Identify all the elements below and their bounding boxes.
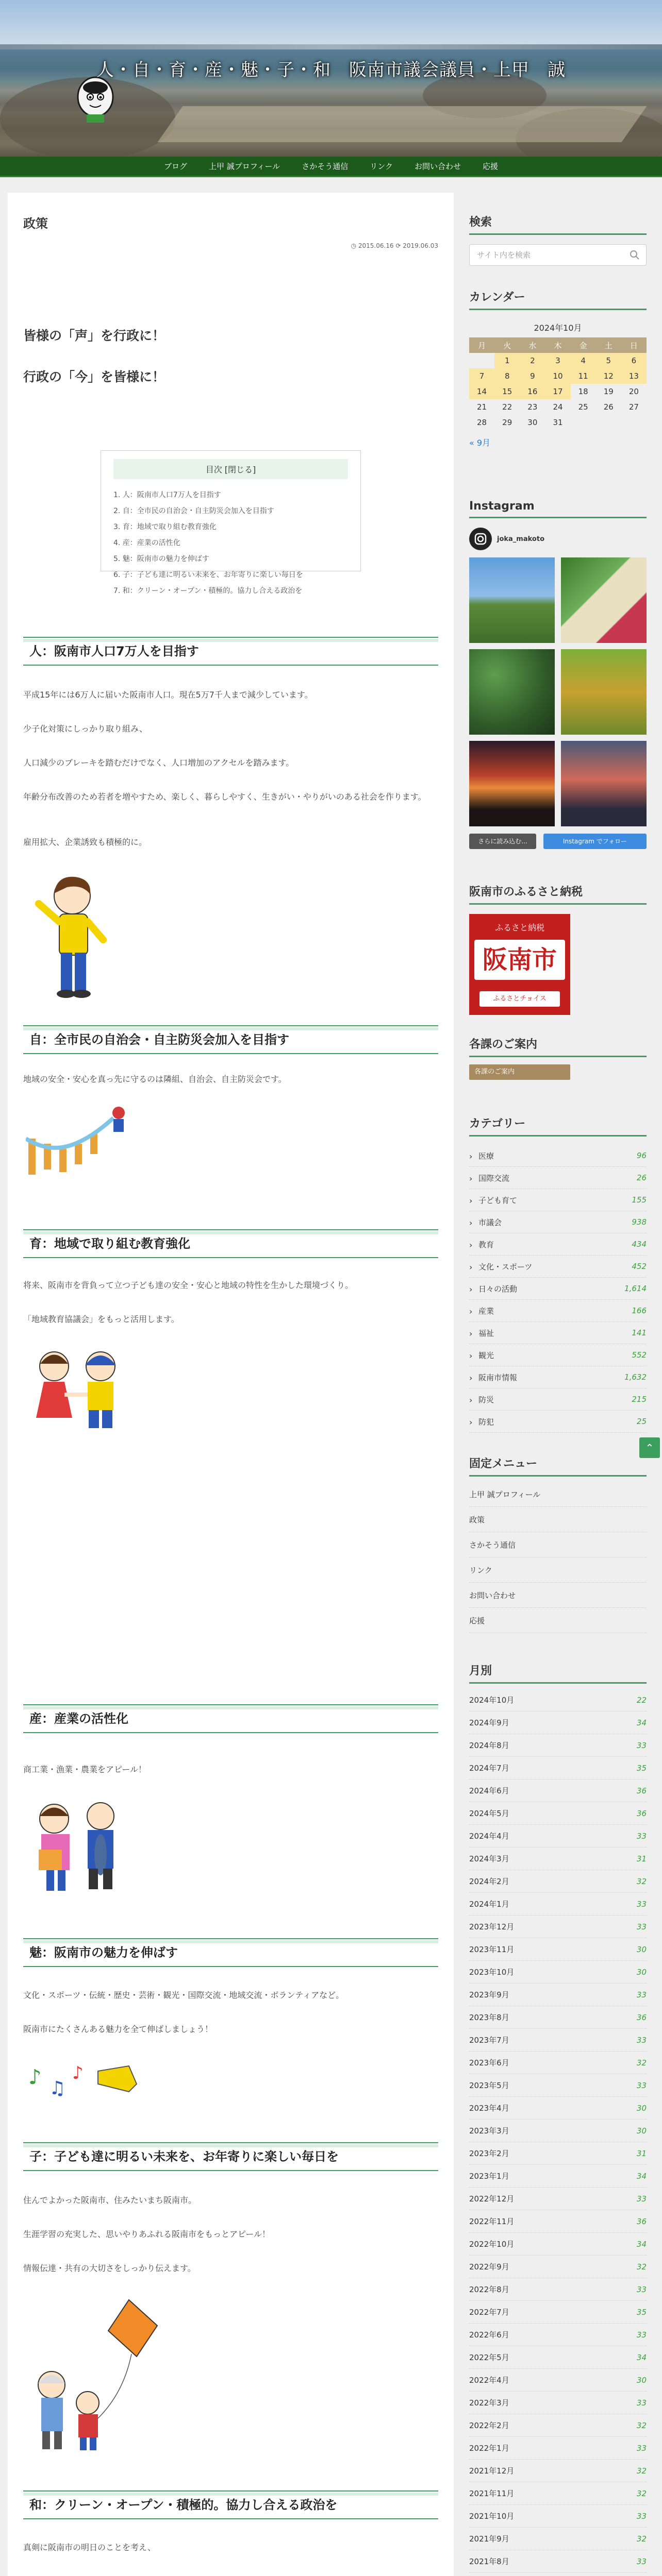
archive-item[interactable]: [469, 2550, 647, 2573]
scroll-to-top-button[interactable]: [639, 1437, 660, 1458]
instagram-photo[interactable]: [469, 741, 555, 826]
archive-month: 2024年2月: [469, 1877, 509, 1886]
widget-title: 固定メニュー: [469, 1455, 647, 1477]
toc-item[interactable]: 1. 人：阪南市人口7万人を目指す: [113, 491, 221, 499]
archive-count: 33: [636, 2330, 647, 2340]
archive-month: 2024年6月: [469, 1786, 509, 1795]
archive-month: 2024年4月: [469, 1832, 509, 1841]
toc-item[interactable]: 5. 魅：阪南市の魅力を伸ばす: [113, 555, 209, 563]
section-heading: 育：地域で取り組む教育強化: [23, 1229, 438, 1258]
search-widget: [469, 213, 647, 266]
category-count: 25: [636, 1417, 647, 1426]
archive-month: 2023年2月: [469, 2149, 509, 2158]
chevron-right-icon: ›: [469, 1151, 473, 1161]
archive-month: 2021年11月: [469, 2489, 515, 2498]
archive-count: 33: [636, 2080, 647, 2090]
archive-month: 2022年3月: [469, 2398, 509, 2408]
archive-count: 32: [636, 2420, 647, 2430]
archive-count: 33: [636, 2194, 647, 2204]
category-item[interactable]: [469, 1388, 647, 1411]
archive-month: 2023年11月: [469, 1945, 515, 1954]
archive-item[interactable]: [469, 2278, 647, 2301]
archive-month: 2022年10月: [469, 2240, 515, 2249]
instagram-username[interactable]: joka_makoto: [497, 535, 544, 543]
nav-item-contact[interactable]: お問い合わせ: [414, 162, 461, 171]
archive-month: 2021年10月: [469, 2512, 515, 2521]
archive-count: 33: [636, 1899, 647, 1909]
category-count: 434: [632, 1240, 647, 1249]
archive-item[interactable]: [469, 1757, 647, 1780]
archive-item[interactable]: [469, 2414, 647, 2437]
category-count: 1,614: [624, 1284, 647, 1293]
instagram-photo[interactable]: [469, 649, 555, 735]
chevron-right-icon: ›: [469, 1351, 473, 1361]
archive-count: 30: [636, 2103, 647, 2113]
nav-item-sakasou[interactable]: さかそう通信: [302, 162, 349, 171]
archive-count: 31: [636, 1854, 647, 1863]
archive-count: 31: [636, 2148, 647, 2158]
nav-item-profile[interactable]: 上甲 誠プロフィール: [208, 162, 280, 171]
clock-icon: ◷: [351, 242, 358, 249]
archive-item[interactable]: [469, 1938, 647, 1961]
menu-item-support[interactable]: 応援: [469, 1608, 647, 1633]
widget-title: カテゴリー: [469, 1115, 647, 1137]
widget-title: 検索: [469, 213, 647, 235]
category-name: 阪南市情報: [478, 1372, 518, 1382]
cooperation-illustration: [26, 1103, 134, 1180]
section-heading: 産：産業の活性化: [23, 1704, 438, 1733]
archive-count: 30: [636, 2375, 647, 2385]
archive-count: 32: [636, 2058, 647, 2067]
archive-count: 34: [636, 2352, 647, 2362]
paragraph: 将来、阪南市を背負って立つ子ども達の安全・安心と地域の特性を生かした環境づくり。: [23, 1280, 354, 1290]
archive-month: 2024年8月: [469, 1741, 509, 1750]
archive-count: 32: [636, 2262, 647, 2272]
post-dates: [351, 242, 438, 249]
furusato-city: 阪南市: [474, 940, 565, 980]
chevron-right-icon: ›: [469, 1373, 473, 1383]
category-item[interactable]: [469, 1211, 647, 1233]
music-illustration: [26, 2056, 144, 2102]
lead-now: 行政の「今」を皆様に！: [23, 369, 166, 384]
archive-month: 2023年1月: [469, 2172, 509, 2181]
archive-item[interactable]: [469, 2120, 647, 2142]
category-item[interactable]: [469, 1233, 647, 1256]
nav-item-blog[interactable]: ブログ: [163, 162, 187, 171]
site-title[interactable]: 人・自・育・産・魅・子・和 阪南市議会議員・上甲 誠: [96, 60, 566, 80]
category-count: 166: [632, 1306, 647, 1315]
furusato-top-text: ふるさと納税: [494, 923, 544, 933]
instagram-icon[interactable]: [469, 528, 492, 550]
chevron-right-icon: ›: [469, 1240, 473, 1250]
category-item[interactable]: [469, 1300, 647, 1322]
search-input[interactable]: サイト内を検索: [469, 244, 647, 266]
instagram-photo[interactable]: [561, 557, 647, 643]
archive-count: 30: [636, 2126, 647, 2136]
instagram-photo[interactable]: [469, 557, 555, 643]
archive-item[interactable]: [469, 2369, 647, 2392]
chevron-right-icon: ›: [469, 1196, 473, 1206]
archive-month: 2022年5月: [469, 2353, 509, 2362]
archive-count: 36: [636, 1786, 647, 1795]
archive-item[interactable]: [469, 2528, 647, 2550]
widget-title: Instagram: [469, 500, 647, 518]
archive-item[interactable]: [469, 2301, 647, 2324]
archive-count: 33: [636, 2511, 647, 2521]
archive-month: 2024年9月: [469, 1718, 509, 1727]
section-heading: 魅：阪南市の魅力を伸ばす: [23, 1938, 438, 1967]
nav-item-link[interactable]: リンク: [370, 162, 393, 171]
instagram-photo[interactable]: [561, 741, 647, 826]
fixed-menu-widget: [469, 1455, 647, 1633]
toc-item[interactable]: 4. 産：産業の活性化: [113, 539, 180, 547]
archive-month: 2023年8月: [469, 2013, 509, 2022]
archive-count: 32: [636, 2488, 647, 2498]
search-icon[interactable]: [630, 250, 640, 260]
widget-title: 各課のご案内: [469, 1036, 647, 1057]
chevron-right-icon: ›: [469, 1262, 473, 1272]
section-heading: 人：阪南市人口7万人を目指す: [23, 637, 438, 666]
archive-item[interactable]: [469, 1802, 647, 1825]
category-item[interactable]: [469, 1167, 647, 1189]
archive-item[interactable]: [469, 1893, 647, 1916]
archive-month: 2023年5月: [469, 2081, 509, 2090]
instagram-follow-button[interactable]: Instagram でフォロー: [543, 834, 647, 849]
archive-item[interactable]: [469, 2346, 647, 2369]
paragraph: 「地域教育協議会」をもっと活用します。: [23, 1314, 179, 1324]
archive-item[interactable]: [469, 1870, 647, 1893]
archive-item[interactable]: [469, 1916, 647, 1938]
menu-item-profile[interactable]: 上甲 誠プロフィール: [469, 1482, 647, 1507]
archive-month: 2022年6月: [469, 2330, 509, 2340]
paragraph: 情報伝達・共有の大切さをしっかり伝えます。: [23, 2263, 196, 2273]
archive-item[interactable]: [469, 1780, 647, 1802]
archive-count: 33: [636, 2556, 647, 2566]
archive-item[interactable]: [469, 2256, 647, 2278]
section-heading: 子：子ども達に明るい未来を、お年寄りに楽しい毎日を: [23, 2142, 438, 2171]
archive-item[interactable]: [469, 2460, 647, 2482]
archive-month: 2022年8月: [469, 2285, 509, 2294]
archive-count: 33: [636, 1740, 647, 1750]
category-count: 452: [632, 1262, 647, 1271]
archive-month: 2021年9月: [469, 2534, 509, 2544]
svg-text:♫: ♫: [49, 2078, 66, 2099]
category-count: 26: [636, 1173, 647, 1182]
widget-title: カレンダー: [469, 289, 647, 310]
furusato-widget: [469, 883, 647, 1015]
paragraph: 真剣に阪南市の明日のことを考え、: [23, 2543, 156, 2552]
guide-widget: [469, 1036, 647, 1080]
lead-voice: 皆様の「声」を行政に！: [23, 328, 166, 343]
category-name: 医療: [478, 1151, 494, 1161]
archive-item[interactable]: [469, 2505, 647, 2528]
site-header: [0, 0, 662, 157]
archive-count: 33: [636, 2398, 647, 2408]
article: [8, 193, 454, 2576]
archive-item[interactable]: [469, 2142, 647, 2165]
category-count: 938: [632, 1217, 647, 1227]
published-date: 2015.06.16: [358, 242, 394, 249]
archive-widget: [469, 1662, 647, 2576]
archive-item[interactable]: [469, 1848, 647, 1870]
archive-item[interactable]: [469, 1961, 647, 1984]
category-item[interactable]: [469, 1278, 647, 1300]
widget-title: 月別: [469, 1662, 647, 1684]
archive-month: 2024年7月: [469, 1764, 509, 1773]
category-item[interactable]: [469, 1256, 647, 1278]
archive-count: 34: [636, 2239, 647, 2249]
category-name: 福祉: [478, 1328, 494, 1338]
archive-item[interactable]: [469, 2188, 647, 2210]
archive-count: 35: [636, 1763, 647, 1773]
archive-item[interactable]: [469, 1711, 647, 1734]
category-count: 1,632: [624, 1372, 647, 1382]
archive-item[interactable]: [469, 2074, 647, 2097]
header-horizon: [0, 44, 662, 49]
archive-count: 34: [636, 2171, 647, 2181]
archive-month: 2024年5月: [469, 1809, 509, 1818]
furusato-banner[interactable]: [469, 914, 570, 1015]
svg-text:♪: ♪: [28, 2065, 42, 2089]
category-name: 市議会: [478, 1217, 502, 1227]
paragraph: 地域の安全・安心を真っ先に守るのは隣組、自治会、自主防災会です。: [23, 1074, 287, 1084]
widget-title: 阪南市のふるさと納税: [469, 883, 647, 905]
nav-item-support[interactable]: 応援: [483, 162, 499, 171]
calendar-widget: [469, 289, 647, 448]
archive-count: 33: [636, 2284, 647, 2294]
menu-item-link[interactable]: リンク: [469, 1557, 647, 1583]
svg-text:♪: ♪: [72, 2063, 84, 2083]
archive-count: 33: [636, 1990, 647, 1999]
instagram-grid: [469, 557, 647, 826]
paragraph: 年齢分布改善のため若者を増やすため、楽しく、暮らしやすく、生きがい・やりがいのある社会を作ります。: [23, 792, 426, 802]
menu-item-sakasou[interactable]: さかそう通信: [469, 1532, 647, 1557]
children-illustration: [26, 1346, 129, 1433]
archive-item[interactable]: [469, 1734, 647, 1757]
archive-month: 2023年7月: [469, 2036, 509, 2045]
archive-item[interactable]: [469, 1984, 647, 2006]
paragraph: 阪南市にたくさんある魅力を全て伸ばしましょう！: [23, 2024, 213, 2034]
paragraph: [23, 2574, 438, 2576]
chevron-right-icon: ›: [469, 1284, 473, 1294]
archive-item[interactable]: [469, 2029, 647, 2052]
archive-item[interactable]: [469, 2482, 647, 2505]
archive-count: 30: [636, 1967, 647, 1977]
archive-month: 2022年12月: [469, 2194, 515, 2204]
category-count: 141: [632, 1328, 647, 1337]
archive-item[interactable]: [469, 2233, 647, 2256]
chevron-up-icon: ⌃: [645, 1442, 654, 1454]
category-count: 215: [632, 1395, 647, 1404]
archive-month: 2023年9月: [469, 1990, 509, 1999]
archive-item[interactable]: [469, 2210, 647, 2233]
paragraph: 住んでよかった阪南市、住みたいまち阪南市。: [23, 2195, 197, 2205]
archive-month: 2022年1月: [469, 2444, 509, 2453]
category-item[interactable]: [469, 1322, 647, 1344]
archive-count: 36: [636, 2012, 647, 2022]
category-item[interactable]: [469, 1366, 647, 1388]
toc-item[interactable]: 2. 自：全市民の自治会・自主防災会加入を目指す: [113, 507, 274, 515]
paragraph: 少子化対策にしっかり取り組み、: [23, 724, 147, 734]
furusato-logo: ふるさとチョイス: [479, 991, 560, 1007]
archive-count: 30: [636, 1944, 647, 1954]
archive-month: 2022年7月: [469, 2308, 509, 2317]
archive-month: 2023年3月: [469, 2126, 509, 2136]
archive-month: 2024年1月: [469, 1900, 509, 1909]
archive-month: 2024年3月: [469, 1854, 509, 1863]
toc-toggle[interactable]: 目次 [閉じる]: [113, 459, 348, 479]
header-path: [157, 106, 647, 142]
chevron-right-icon: ›: [469, 1329, 473, 1338]
archive-month: 2023年10月: [469, 1968, 515, 1977]
category-name: 防犯: [478, 1417, 494, 1427]
kite-illustration: [26, 2295, 165, 2454]
page-title: 政策: [23, 216, 48, 231]
archive-count: 33: [636, 2035, 647, 2045]
calendar-table: 月 火 水 木 金 土 日 1 2 3 4 5 6 7 8 9 10 11 12 13 14 15 16 17 18 19 20 21 22 23 24 25 26 27 28 29 30 31: [469, 337, 647, 430]
category-name: 教育: [478, 1240, 494, 1249]
instagram-widget: [469, 500, 647, 849]
archive-month: 2024年10月: [469, 1696, 515, 1705]
toc-item[interactable]: 6. 子：子ども達に明るい未来を、お年寄りに楽しい毎日を: [113, 571, 303, 579]
toc-item[interactable]: 7. 和：クリーン・オープン・積極的。協力し合える政治を: [113, 587, 303, 595]
instagram-photo[interactable]: [561, 649, 647, 735]
category-name: 観光: [478, 1350, 494, 1360]
menu-item-contact[interactable]: お問い合わせ: [469, 1583, 647, 1608]
updated-date: 2019.06.03: [403, 242, 438, 249]
archive-month: 2023年6月: [469, 2058, 509, 2067]
archive-month: 2022年11月: [469, 2217, 515, 2226]
header-sky: [0, 0, 662, 47]
archive-item[interactable]: [469, 1825, 647, 1848]
section-heading: 自：全市民の自治会・自主防災会加入を目指す: [23, 1025, 438, 1054]
category-name: 文化・スポーツ: [478, 1262, 533, 1272]
archive-item[interactable]: [469, 2097, 647, 2120]
archive-month: 2022年9月: [469, 2262, 509, 2272]
category-name: 子ども育て: [478, 1195, 518, 1205]
global-nav: [0, 157, 662, 177]
chevron-right-icon: ›: [469, 1395, 473, 1405]
archive-item[interactable]: [469, 2052, 647, 2074]
category-item[interactable]: [469, 1189, 647, 1211]
update-icon: ⟳: [395, 242, 403, 249]
archive-count: 36: [636, 1808, 647, 1818]
archive-count: 34: [636, 1718, 647, 1727]
archive-item[interactable]: [469, 1689, 647, 1711]
category-count: 552: [632, 1350, 647, 1360]
archive-count: 35: [636, 2307, 647, 2317]
category-item[interactable]: [469, 1344, 647, 1366]
paragraph: 平成15年には6万人に届いた阪南市人口。現在5万7千人まで減少しています。: [23, 690, 313, 700]
archive-item[interactable]: [469, 2006, 647, 2029]
menu-item-policy[interactable]: 政策: [469, 1507, 647, 1532]
category-count: 155: [632, 1195, 647, 1205]
archive-count: 33: [636, 1831, 647, 1841]
archive-count: 32: [636, 2466, 647, 2476]
category-name: 国際交流: [478, 1173, 510, 1183]
chevron-right-icon: ›: [469, 1417, 473, 1427]
archive-count: 33: [636, 1922, 647, 1931]
chevron-right-icon: ›: [469, 1218, 473, 1228]
archive-month: 2021年8月: [469, 2557, 509, 2566]
category-item[interactable]: [469, 1145, 647, 1167]
category-name: 産業: [478, 1306, 494, 1316]
industry-illustration: [26, 1798, 129, 1896]
archive-count: 32: [636, 1876, 647, 1886]
chevron-right-icon: ›: [469, 1307, 473, 1316]
calendar-prev-link[interactable]: « 9月: [469, 438, 491, 448]
category-name: 日々の活動: [478, 1284, 518, 1294]
category-widget: [469, 1115, 647, 1433]
instagram-load-more-button[interactable]: さらに読み込む...: [469, 834, 536, 849]
paragraph: 雇用拡大、企業誘致も積極的に。: [23, 837, 147, 847]
paragraph: 人口減少のブレーキを踏むだけでなく、人口増加のアクセルを踏みます。: [23, 758, 294, 768]
section-heading: 和：クリーン・オープン・積極的。協力し合える政治を: [23, 2490, 438, 2519]
archive-item[interactable]: [469, 2573, 647, 2576]
archive-item[interactable]: [469, 2437, 647, 2460]
table-of-contents: [101, 450, 361, 595]
paragraph: 文化・スポーツ・伝統・歴史・芸術・観光・国際交流・地域交流・ボランティアなど。: [23, 1990, 344, 2000]
archive-month: 2021年12月: [469, 2466, 515, 2476]
archive-month: 2023年12月: [469, 1922, 515, 1931]
chevron-right-icon: ›: [469, 1174, 473, 1183]
guide-button[interactable]: 各課のご案内: [469, 1064, 570, 1080]
paragraph: 生涯学習の充実した、思いやりあふれる阪南市をもっとアピール！: [23, 2229, 271, 2239]
category-name: 防災: [478, 1395, 494, 1404]
calendar-month: 2024年10月: [534, 323, 582, 333]
archive-month: 2022年2月: [469, 2421, 509, 2430]
archive-item[interactable]: [469, 2165, 647, 2188]
archive-count: 22: [636, 1695, 647, 1705]
archive-item[interactable]: [469, 2392, 647, 2414]
toc-item[interactable]: 3. 育：地域で取り組む教育強化: [113, 523, 217, 531]
archive-count: 32: [636, 2534, 647, 2544]
category-item[interactable]: [469, 1411, 647, 1433]
category-count: 96: [636, 1151, 647, 1160]
archive-month: 2022年4月: [469, 2376, 509, 2385]
archive-count: 36: [636, 2216, 647, 2226]
archive-item[interactable]: [469, 2324, 647, 2346]
archive-month: 2023年4月: [469, 2104, 509, 2113]
archive-count: 33: [636, 2443, 647, 2453]
boy-illustration: [26, 873, 113, 1002]
paragraph: 商工業・漁業・農業をアピール！: [23, 1765, 147, 1774]
